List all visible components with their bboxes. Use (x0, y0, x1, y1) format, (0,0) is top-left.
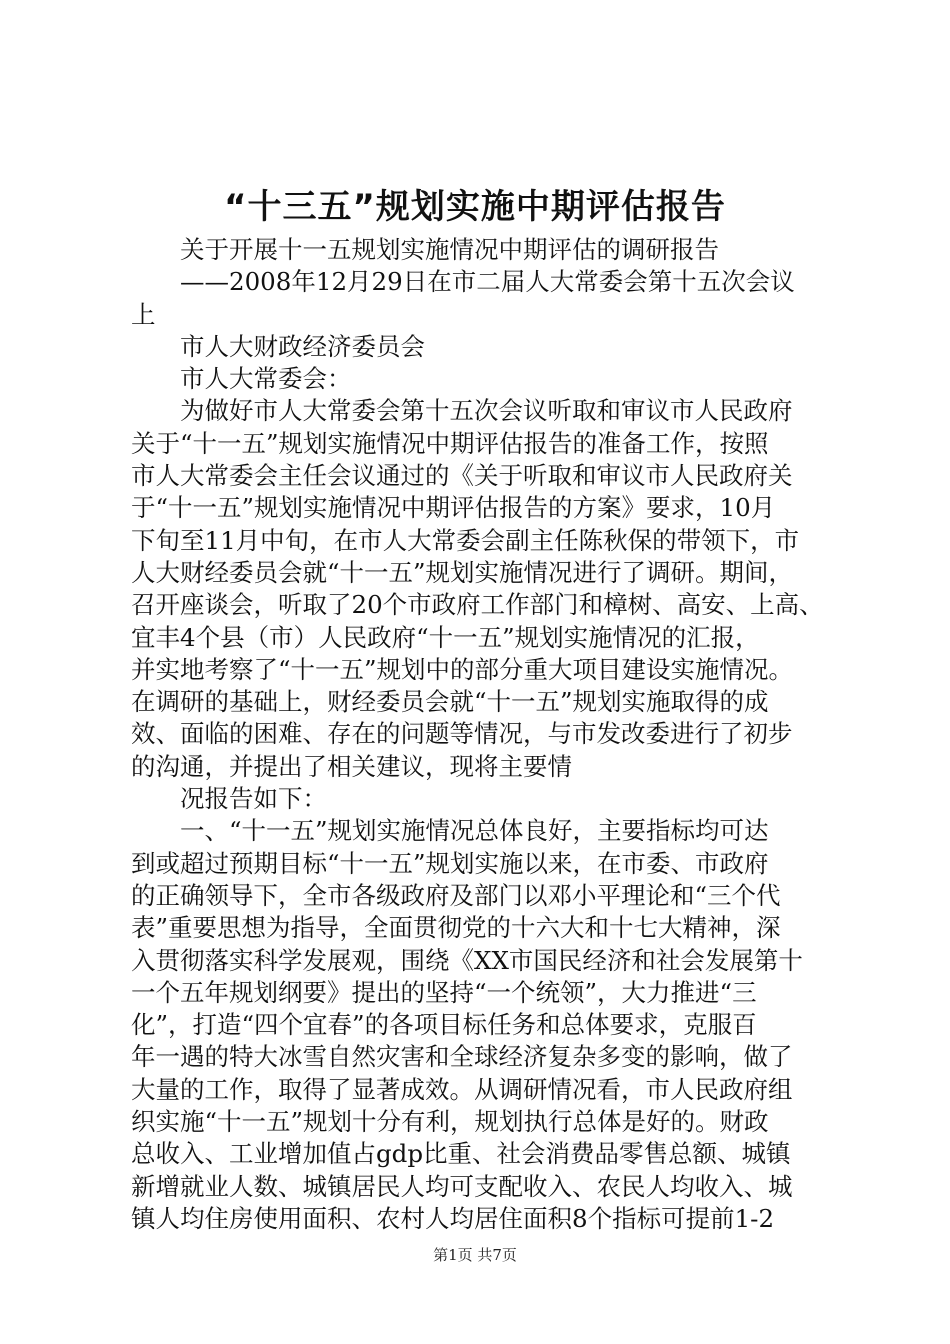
body-line: 化”，打造“四个宜春”的各项目标任务和总体要求，克服百 (131, 1010, 757, 1040)
body-line: 人大财经委员会就“十一五”规划实施情况进行了调研。期间， (131, 557, 794, 587)
body-line: 新增就业人数、城镇居民人均可支配收入、农民人均收入、城 (131, 1171, 793, 1201)
body-line: 关于“十一五”规划实施情况中期评估报告的准备工作，按照 (131, 428, 769, 458)
body-line: 宜丰4个县（市）人民政府“十一五”规划实施情况的汇报， (131, 622, 760, 652)
body-line: 召开座谈会，听取了20个市政府工作部门和樟树、高安、上高、 (131, 590, 824, 620)
body-line: 到或超过预期目标“十一五”规划实施以来，在市委、市政府 (131, 848, 769, 878)
body-line: 一、“十一五”规划实施情况总体良好，主要指标均可达 (180, 816, 769, 846)
body-line: 在调研的基础上，财经委员会就“十一五”规划实施取得的成 (131, 687, 769, 717)
body-line: 况报告如下： (180, 784, 327, 814)
body-line: 织实施“十一五”规划十分有利，规划执行总体是好的。财政 (131, 1107, 769, 1137)
body-line: 的沟通，并提出了相关建议，现将主要情 (131, 751, 572, 781)
body-line: 市人大财政经济委员会 (180, 331, 425, 361)
body-line: 效、面临的困难、存在的问题等情况，与市发改委进行了初步 (131, 719, 793, 749)
body-line: 上 (131, 299, 156, 329)
body-line: 总收入、工业增加值占gdp比重、社会消费品零售总额、城镇 (131, 1139, 791, 1169)
page-footer: 第1页 共7页 (433, 1246, 517, 1264)
body-line: 年一遇的特大冰雪自然灾害和全球经济复杂多变的影响，做了 (131, 1042, 793, 1072)
body-line: 一个五年规划纲要》提出的坚持“一个统领”，大力推进“三 (131, 977, 757, 1007)
body-line: 市人大常委会： (180, 364, 352, 394)
body-line: ——2008年12月29日在市二届人大常委会第十五次会议 (180, 267, 795, 297)
document-body (131, 234, 831, 1235)
body-line: 下旬至11月中旬，在市人大常委会副主任陈秋保的带领下，市 (131, 525, 800, 555)
body-line: 市人大常委会主任会议通过的《关于听取和审议市人民政府关 (131, 461, 793, 491)
body-line: 入贯彻落实科学发展观，围绕《XX市国民经济和社会发展第十 (131, 945, 803, 975)
body-line: 于“十一五”规划实施情况中期评估报告的方案》要求，10月 (131, 493, 776, 523)
body-line: 的正确领导下，全市各级政府及部门以邓小平理论和“三个代 (131, 880, 781, 910)
body-line: 镇人均住房使用面积、农村人均居住面积8个指标可提前1-2 (131, 1203, 775, 1233)
body-line: 为做好市人大常委会第十五次会议听取和审议市人民政府 (180, 396, 793, 426)
document-title: “十三五”规划实施中期评估报告 (224, 187, 726, 227)
body-line: 关于开展十一五规划实施情况中期评估的调研报告 (180, 235, 719, 264)
body-line: 表”重要思想为指导，全面贯彻党的十六大和十七大精神，深 (131, 913, 781, 943)
body-line: 并实地考察了“十一五”规划中的部分重大项目建设实施情况。 (131, 654, 794, 684)
body-line: 大量的工作，取得了显著成效。从调研情况看，市人民政府组 (131, 1074, 793, 1104)
